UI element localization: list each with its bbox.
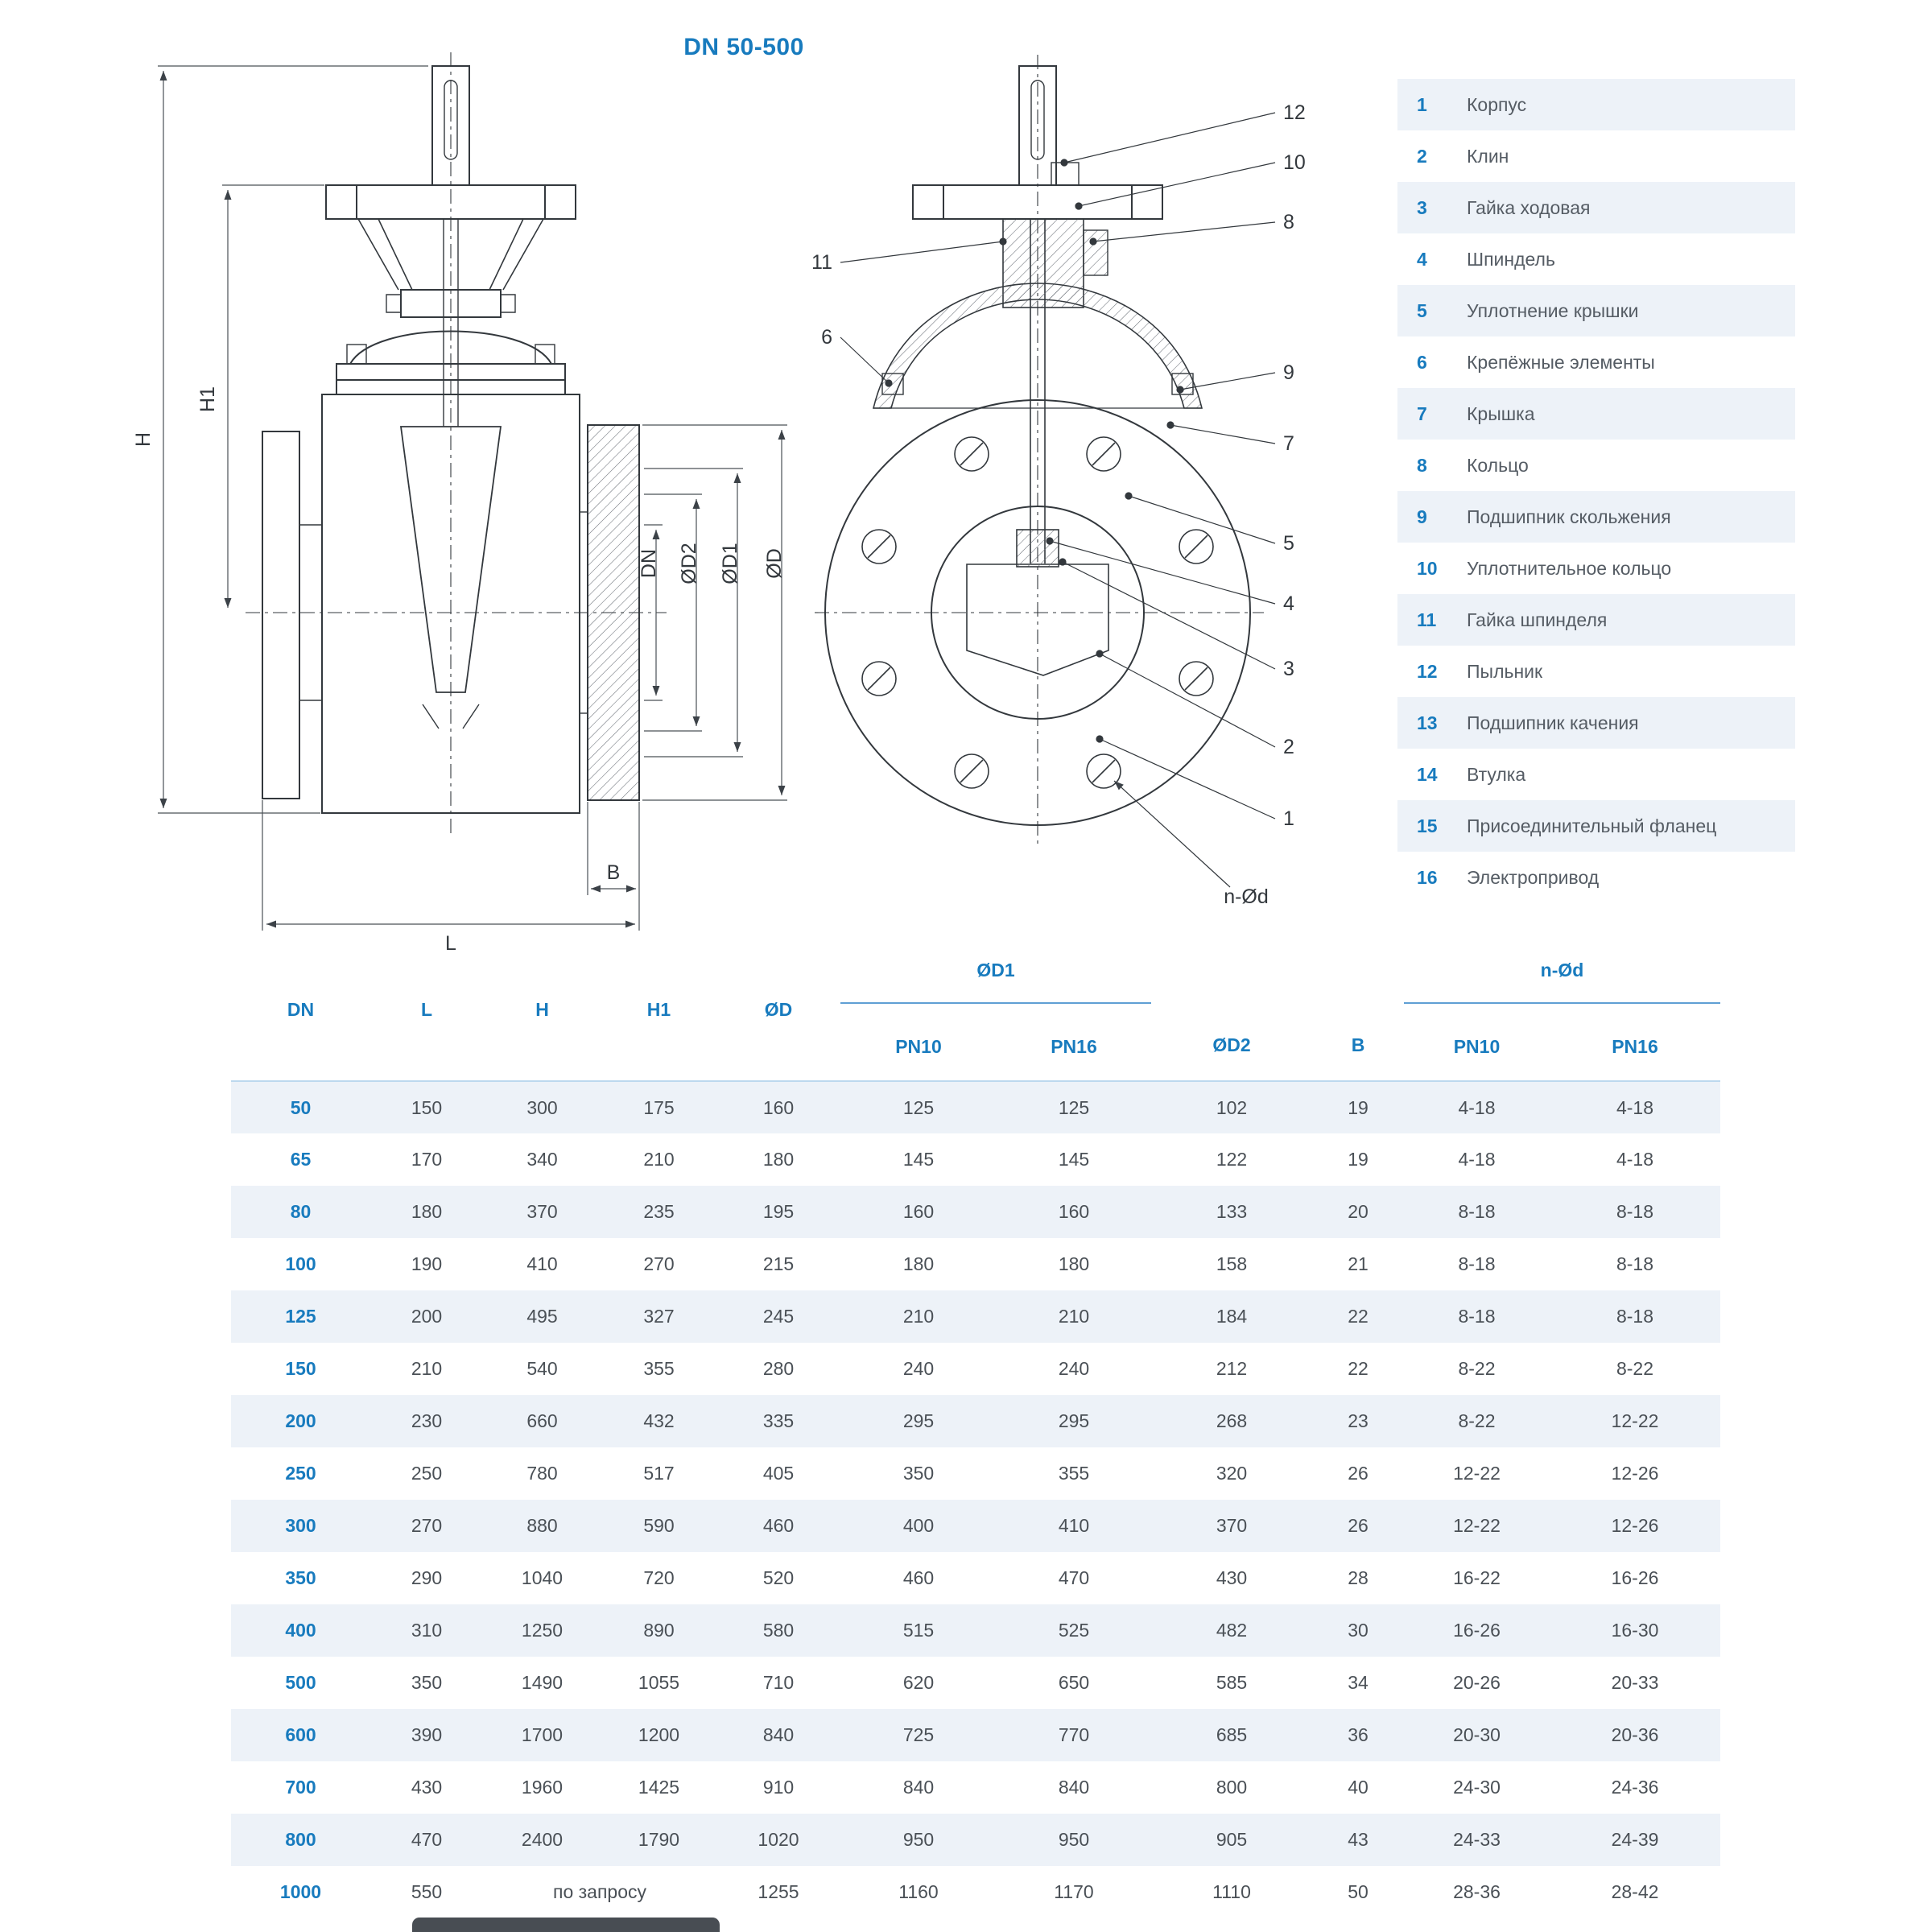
table-cell: 1700: [521, 1724, 564, 1745]
table-row: [231, 1657, 1720, 1709]
cropped-bottom-element: [412, 1918, 720, 1932]
table-cell: 4-18: [1458, 1149, 1496, 1170]
table-cell: 432: [643, 1410, 675, 1431]
table-cell: 8-18: [1616, 1201, 1654, 1222]
legend-part-name: Подшипник качения: [1467, 712, 1639, 733]
table-cell: 12-22: [1453, 1515, 1501, 1536]
table-cell: 1490: [521, 1672, 564, 1693]
table-cell: 215: [762, 1253, 795, 1274]
callout-number-11: 11: [811, 251, 832, 274]
table-cell: 460: [762, 1515, 795, 1536]
table-cell: 24-33: [1453, 1829, 1501, 1850]
table-cell: 210: [643, 1149, 675, 1170]
parts-legend: [1397, 79, 1795, 903]
legend-part-number: 10: [1417, 557, 1438, 579]
table-cell: 195: [762, 1201, 795, 1222]
table-cell: 770: [1058, 1724, 1090, 1745]
legend-part-number: 8: [1417, 454, 1427, 476]
table-cell: 240: [1058, 1358, 1090, 1379]
group-header-nd: n-Ød: [1404, 939, 1720, 1003]
table-cell: 16-26: [1453, 1620, 1501, 1641]
table-cell: 1170: [1054, 1881, 1094, 1902]
table-cell: 250: [285, 1463, 316, 1484]
callout-number-6: 6: [821, 326, 832, 349]
table-cell: 950: [1058, 1829, 1090, 1850]
legend-row: [1397, 491, 1795, 543]
table-cell: 410: [526, 1253, 558, 1274]
drawing-title: DN 50-500: [683, 34, 804, 60]
table-cell: 16-26: [1611, 1567, 1659, 1588]
table-cell: 175: [643, 1096, 675, 1118]
legend-part-number: 11: [1417, 609, 1437, 630]
table-cell: 780: [526, 1463, 558, 1484]
table-cell: 700: [285, 1777, 316, 1798]
table-cell: 212: [1216, 1358, 1248, 1379]
table-row: [231, 1343, 1720, 1395]
table-cell: 36: [1348, 1724, 1368, 1745]
table-cell: 34: [1348, 1672, 1368, 1693]
legend-part-number: 12: [1417, 660, 1438, 682]
legend-part-number: 6: [1417, 351, 1427, 373]
legend-part-name: Пыльник: [1467, 660, 1543, 682]
table-cell: 28-36: [1453, 1881, 1501, 1902]
table-cell: 210: [411, 1358, 443, 1379]
callout-number-10: 10: [1283, 151, 1306, 174]
dim-label-nd: n-Ød: [1224, 886, 1269, 908]
table-cell: 540: [526, 1358, 558, 1379]
callout-number-2: 2: [1283, 736, 1294, 758]
table-cell: 650: [1058, 1672, 1090, 1693]
table-cell: 4-18: [1616, 1096, 1654, 1118]
callout-number-4: 4: [1283, 592, 1294, 615]
table-cell: 840: [902, 1777, 935, 1798]
dim-label-h1: H1: [196, 386, 219, 412]
table-cell: 16-22: [1453, 1567, 1501, 1588]
table-cell: 180: [1058, 1253, 1090, 1274]
table-cell: 840: [762, 1724, 795, 1745]
subheader-d1-pn16: PN16: [997, 1003, 1151, 1081]
table-cell: 28-42: [1611, 1881, 1659, 1902]
table-cell: 390: [411, 1724, 443, 1745]
table-cell: 12-22: [1453, 1463, 1501, 1484]
table-cell: 2400: [521, 1829, 564, 1850]
subheader-nd-pn16: PN16: [1550, 1003, 1720, 1081]
legend-part-name: Уплотнение крышки: [1467, 299, 1639, 321]
table-cell: 100: [285, 1253, 316, 1274]
table-cell: 4-18: [1458, 1096, 1496, 1118]
table-cell: 270: [411, 1515, 443, 1536]
table-cell: 517: [643, 1463, 675, 1484]
valve-technical-drawing: [80, 48, 1385, 966]
table-cell: 800: [1216, 1777, 1248, 1798]
legend-part-number: 7: [1417, 402, 1427, 424]
table-cell: 8-18: [1458, 1201, 1496, 1222]
legend-part-number: 4: [1417, 248, 1427, 270]
dim-label-d: ØD: [763, 548, 786, 579]
table-cell: 290: [411, 1567, 443, 1588]
table-cell: 200: [411, 1306, 443, 1327]
legend-row: [1397, 336, 1795, 388]
table-cell: 250: [411, 1463, 443, 1484]
table-cell: 125: [902, 1096, 935, 1118]
table-cell: 145: [1058, 1149, 1090, 1170]
table-cell: 150: [285, 1358, 316, 1379]
legend-part-name: Кольцо: [1467, 454, 1529, 476]
table-cell: 8-22: [1616, 1358, 1654, 1379]
legend-row: [1397, 852, 1795, 903]
table-cell: 1200: [638, 1724, 680, 1745]
table-cell: 8-18: [1616, 1253, 1654, 1274]
table-cell: 405: [762, 1463, 795, 1484]
table-cell: 950: [902, 1829, 935, 1850]
table-cell: 1020: [758, 1829, 799, 1850]
legend-row: [1397, 543, 1795, 594]
table-cell: 1160: [898, 1881, 939, 1902]
table-cell: 1255: [758, 1881, 799, 1902]
table-cell: 8-18: [1458, 1306, 1496, 1327]
table-cell: 585: [1216, 1672, 1248, 1693]
table-cell: 890: [643, 1620, 675, 1641]
subheader-nd-pn10: PN10: [1404, 1003, 1550, 1081]
callout-number-12: 12: [1283, 101, 1306, 124]
table-cell: 1960: [521, 1777, 564, 1798]
dim-label-h: H: [132, 431, 155, 448]
table-cell: 12-22: [1611, 1410, 1659, 1431]
table-cell: 1000: [279, 1881, 322, 1902]
table-cell: 50: [290, 1096, 312, 1118]
table-cell: 19: [1348, 1149, 1368, 1170]
table-row: [231, 1447, 1720, 1500]
table-cell: 550: [411, 1881, 443, 1902]
dim-label-d2: ØD2: [678, 543, 700, 584]
table-cell: 430: [1216, 1567, 1248, 1588]
table-cell: 355: [643, 1358, 675, 1379]
table-cell: 235: [643, 1201, 675, 1222]
table-row: [231, 1500, 1720, 1552]
callout-number-7: 7: [1283, 432, 1294, 455]
dimensions-table-body: [231, 1081, 1720, 1918]
legend-row: [1397, 388, 1795, 440]
table-cell: 327: [643, 1306, 675, 1327]
table-row: [231, 1290, 1720, 1343]
dimensions-table: [231, 939, 1720, 1918]
table-cell: 355: [1058, 1463, 1090, 1484]
col-header-d2: ØD2: [1151, 939, 1312, 1081]
table-row: [231, 1866, 1720, 1918]
legend-part-number: 9: [1417, 506, 1427, 527]
table-cell: 500: [285, 1672, 316, 1693]
table-cell: 28: [1348, 1567, 1368, 1588]
section-view-centerlines: [815, 55, 1264, 847]
table-cell: 660: [526, 1410, 558, 1431]
legend-part-number: 16: [1417, 866, 1438, 888]
callout-numbers: [811, 101, 1306, 830]
table-cell: 170: [411, 1149, 443, 1170]
table-row: [231, 1081, 1720, 1133]
legend-row: [1397, 440, 1795, 491]
table-cell: 102: [1216, 1096, 1248, 1118]
table-cell: 8-18: [1458, 1253, 1496, 1274]
table-cell: 30: [1348, 1620, 1368, 1641]
table-cell: 125: [285, 1306, 316, 1327]
table-cell: 245: [762, 1306, 795, 1327]
legend-part-name: Шпиндель: [1467, 248, 1555, 270]
legend-part-number: 13: [1417, 712, 1438, 733]
table-cell: 184: [1216, 1306, 1248, 1327]
table-cell: 350: [411, 1672, 443, 1693]
callout-number-3: 3: [1283, 658, 1294, 680]
table-cell: 580: [762, 1620, 795, 1641]
table-cell: 20-26: [1453, 1672, 1501, 1693]
table-cell: 180: [411, 1201, 443, 1222]
table-cell: 470: [1058, 1567, 1090, 1588]
dimension-lines: [158, 66, 787, 931]
table-cell: 160: [902, 1201, 935, 1222]
table-cell: 200: [285, 1410, 316, 1431]
table-cell: 24-39: [1611, 1829, 1659, 1850]
table-cell: 430: [411, 1777, 443, 1798]
legend-part-number: 14: [1417, 763, 1438, 785]
legend-part-name: Клин: [1467, 145, 1509, 167]
col-header-l: L: [370, 939, 483, 1081]
col-header-dn: DN: [231, 939, 370, 1081]
callout-number-1: 1: [1283, 807, 1294, 830]
table-cell: 295: [1058, 1410, 1090, 1431]
table-row: [231, 1238, 1720, 1290]
legend-part-name: Уплотнительное кольцо: [1467, 557, 1672, 579]
table-cell: 910: [762, 1777, 795, 1798]
table-cell: 20-33: [1611, 1672, 1659, 1693]
table-cell: 470: [411, 1829, 443, 1850]
callout-number-9: 9: [1283, 361, 1294, 384]
callout-number-5: 5: [1283, 532, 1294, 555]
table-cell: 8-18: [1616, 1306, 1654, 1327]
table-cell: 685: [1216, 1724, 1248, 1745]
legend-row: [1397, 800, 1795, 852]
table-cell: 26: [1348, 1463, 1368, 1484]
col-header-h: H: [483, 939, 601, 1081]
legend-part-number: 3: [1417, 196, 1427, 218]
table-cell: 300: [285, 1515, 316, 1536]
table-cell: 50: [1348, 1881, 1368, 1902]
table-cell: 268: [1216, 1410, 1248, 1431]
dim-label-dn: DN: [638, 548, 660, 579]
table-cell: 20: [1348, 1201, 1368, 1222]
table-cell: 133: [1216, 1201, 1248, 1222]
table-cell: 20-36: [1611, 1724, 1659, 1745]
table-row: [231, 1186, 1720, 1238]
table-cell: 22: [1348, 1306, 1368, 1327]
table-cell: 525: [1058, 1620, 1090, 1641]
table-cell: 12-26: [1611, 1463, 1659, 1484]
table-row: [231, 1761, 1720, 1814]
col-header-d: ØD: [716, 939, 840, 1081]
table-cell: 12-26: [1611, 1515, 1659, 1536]
table-row: [231, 1395, 1720, 1447]
table-cell: 1425: [638, 1777, 680, 1798]
col-header-b: B: [1312, 939, 1404, 1081]
legend-row: [1397, 79, 1795, 130]
table-cell: 16-30: [1611, 1620, 1659, 1641]
table-cell: 80: [290, 1201, 312, 1222]
table-cell: 160: [1058, 1201, 1090, 1222]
table-cell: 320: [1216, 1463, 1248, 1484]
legend-part-name: Крепёжные элементы: [1467, 351, 1655, 373]
table-cell: 20-30: [1453, 1724, 1501, 1745]
table-cell: 1055: [638, 1672, 680, 1693]
table-cell: 1040: [521, 1567, 564, 1588]
table-cell: 280: [762, 1358, 795, 1379]
table-cell: 210: [902, 1306, 935, 1327]
table-cell: 335: [762, 1410, 795, 1431]
table-cell: 4-18: [1616, 1149, 1654, 1170]
table-cell: 600: [285, 1724, 316, 1745]
table-cell: 65: [290, 1149, 312, 1170]
table-cell: 230: [411, 1410, 443, 1431]
table-cell: 40: [1348, 1777, 1368, 1798]
table-cell: 180: [902, 1253, 935, 1274]
table-cell: 21: [1348, 1253, 1368, 1274]
legend-part-name: Гайка ходовая: [1467, 196, 1591, 218]
table-cell: 300: [526, 1096, 558, 1118]
table-cell: 295: [902, 1410, 935, 1431]
table-cell: 23: [1348, 1410, 1368, 1431]
table-cell: 1110: [1212, 1881, 1251, 1902]
legend-part-name: Втулка: [1467, 763, 1526, 785]
table-cell: 210: [1058, 1306, 1090, 1327]
table-cell: 520: [762, 1567, 795, 1588]
table-row: [231, 1814, 1720, 1866]
legend-part-name: Электропривод: [1467, 866, 1600, 888]
table-cell: 350: [285, 1567, 316, 1588]
table-row: [231, 1552, 1720, 1604]
table-cell: 590: [643, 1515, 675, 1536]
table-cell: 370: [1216, 1515, 1248, 1536]
subheader-d1-pn10: PN10: [840, 1003, 997, 1081]
table-cell: 310: [411, 1620, 443, 1641]
legend-row: [1397, 285, 1795, 336]
table-row: [231, 1133, 1720, 1186]
table-cell: 43: [1348, 1829, 1368, 1850]
table-cell: 340: [526, 1149, 558, 1170]
table-cell: 495: [526, 1306, 558, 1327]
legend-row: [1397, 233, 1795, 285]
legend-part-name: Подшипник скольжения: [1467, 506, 1671, 527]
table-cell: 400: [285, 1620, 316, 1641]
legend-row: [1397, 594, 1795, 646]
table-header: [231, 939, 1720, 1081]
dim-label-d1: ØD1: [719, 543, 741, 584]
table-cell: 145: [902, 1149, 935, 1170]
table-cell: 160: [762, 1096, 795, 1118]
table-cell: 350: [902, 1463, 935, 1484]
table-cell: 8-22: [1458, 1358, 1496, 1379]
table-cell: 620: [902, 1672, 935, 1693]
table-cell: 800: [285, 1829, 316, 1850]
table-cell: 880: [526, 1515, 558, 1536]
table-cell: 482: [1216, 1620, 1248, 1641]
legend-row: [1397, 130, 1795, 182]
table-cell: 24-30: [1453, 1777, 1501, 1798]
legend-part-name: Гайка шпинделя: [1467, 609, 1608, 630]
group-header-d1: ØD1: [840, 939, 1151, 1003]
legend-row: [1397, 697, 1795, 749]
table-cell: 22: [1348, 1358, 1368, 1379]
table-cell: 720: [643, 1567, 675, 1588]
table-cell: 8-22: [1458, 1410, 1496, 1431]
col-header-h1: H1: [601, 939, 716, 1081]
legend-part-number: 2: [1417, 145, 1427, 167]
table-cell: 19: [1348, 1096, 1368, 1118]
table-cell: 370: [526, 1201, 558, 1222]
table-cell: 840: [1058, 1777, 1090, 1798]
dimension-labels: [132, 386, 1269, 955]
legend-part-number: 5: [1417, 299, 1427, 321]
table-cell: 400: [902, 1515, 935, 1536]
table-cell: 460: [902, 1567, 935, 1588]
table-cell: по запросу: [552, 1881, 646, 1902]
legend-row: [1397, 646, 1795, 697]
callout-number-8: 8: [1283, 211, 1294, 233]
table-row: [231, 1604, 1720, 1657]
table-cell: 150: [411, 1096, 443, 1118]
table-cell: 24-36: [1611, 1777, 1659, 1798]
table-cell: 270: [643, 1253, 675, 1274]
table-cell: 180: [762, 1149, 795, 1170]
legend-row: [1397, 749, 1795, 800]
legend-part-number: 1: [1417, 93, 1427, 115]
table-row: [231, 1709, 1720, 1761]
table-cell: 1250: [521, 1620, 564, 1641]
table-cell: 515: [902, 1620, 935, 1641]
table-cell: 190: [411, 1253, 443, 1274]
dim-label-b: B: [606, 861, 621, 884]
table-cell: 158: [1216, 1253, 1248, 1274]
table-cell: 1790: [638, 1829, 680, 1850]
table-cell: 122: [1216, 1149, 1248, 1170]
table-cell: 905: [1216, 1829, 1248, 1850]
legend-part-number: 15: [1417, 815, 1438, 836]
table-cell: 125: [1058, 1096, 1090, 1118]
table-cell: 410: [1058, 1515, 1090, 1536]
legend-part-name: Корпус: [1467, 93, 1527, 115]
table-cell: 26: [1348, 1515, 1368, 1536]
legend-part-name: Присоединительный фланец: [1467, 815, 1717, 836]
table-cell: 240: [902, 1358, 935, 1379]
table-cell: 725: [902, 1724, 935, 1745]
legend-part-name: Крышка: [1467, 402, 1535, 424]
table-cell: 710: [762, 1672, 795, 1693]
legend-row: [1397, 182, 1795, 233]
dim-label-l: L: [445, 932, 456, 955]
